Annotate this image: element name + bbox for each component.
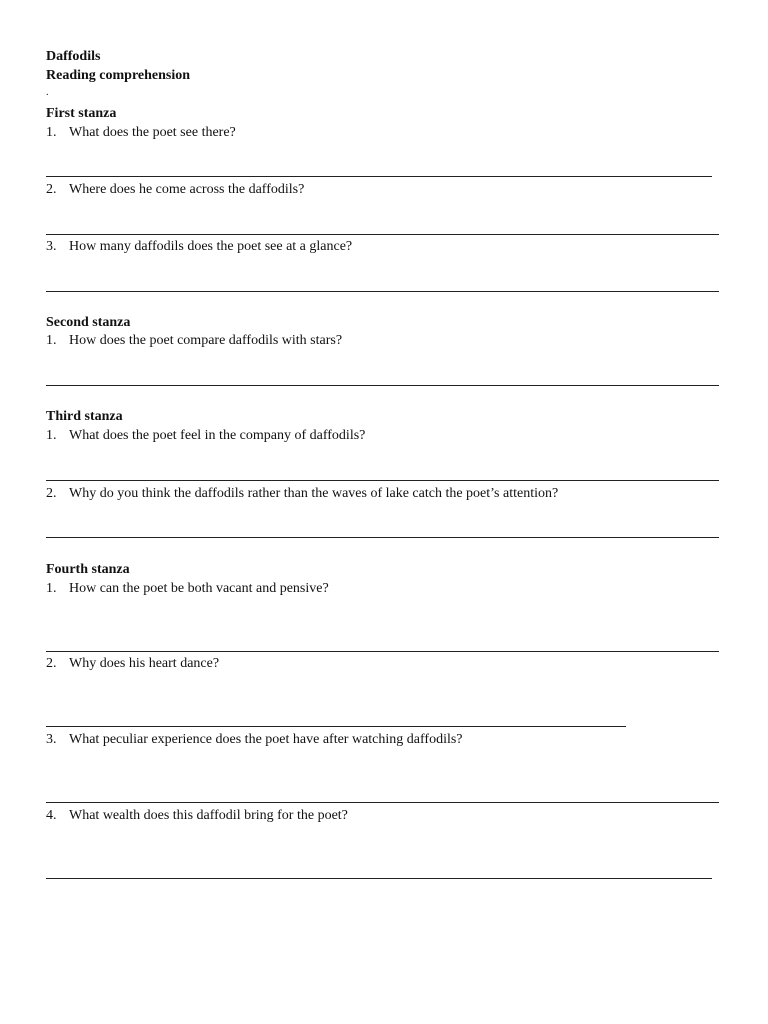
- answer-line[interactable]: [46, 176, 712, 177]
- question-fourth-stanza-4: [46, 807, 348, 825]
- answer-line[interactable]: [46, 878, 712, 879]
- section-heading-third-stanza: Third stanza: [46, 409, 123, 424]
- question-number: 3.: [46, 239, 57, 254]
- question-second-stanza-1: [46, 332, 342, 350]
- section-heading-first-stanza: First stanza: [46, 106, 117, 121]
- answer-line[interactable]: [46, 291, 719, 292]
- section-heading-second-stanza: Second stanza: [46, 315, 131, 330]
- answer-line[interactable]: [46, 802, 719, 803]
- question-first-stanza-2: [46, 181, 304, 199]
- question-text: What peculiar experience does the poet have after watching daffodils?: [69, 732, 463, 747]
- section-heading-fourth-stanza: Fourth stanza: [46, 562, 130, 577]
- question-number: 3.: [46, 732, 57, 747]
- answer-line[interactable]: [46, 726, 626, 727]
- question-number: 4.: [46, 808, 57, 823]
- question-text: What does the poet feel in the company of daffodils?: [69, 428, 366, 443]
- answer-line[interactable]: [46, 537, 719, 538]
- question-first-stanza-3: [46, 238, 352, 256]
- question-fourth-stanza-1: [46, 580, 329, 598]
- question-fourth-stanza-2: [46, 655, 219, 673]
- question-text: What wealth does this daffodil bring for the poet?: [69, 808, 348, 823]
- question-third-stanza-1: [46, 427, 365, 445]
- question-number: 1.: [46, 333, 57, 348]
- question-text: How does the poet compare daffodils with stars?: [69, 333, 343, 348]
- stray-dot: .: [46, 87, 49, 98]
- question-number: 2.: [46, 656, 57, 671]
- question-number: 1.: [46, 125, 57, 140]
- question-text: Why do you think the daffodils rather than the waves of lake catch the poet’s attention?: [69, 486, 559, 501]
- answer-line[interactable]: [46, 385, 719, 386]
- question-text: How many daffodils does the poet see at a glance?: [69, 239, 353, 254]
- answer-line[interactable]: [46, 651, 719, 652]
- question-text: What does the poet see there?: [69, 125, 236, 140]
- document-title: Daffodils: [46, 49, 101, 64]
- question-text: Why does his heart dance?: [69, 656, 220, 671]
- question-text: Where does he come across the daffodils?: [69, 182, 305, 197]
- answer-line[interactable]: [46, 480, 719, 481]
- question-third-stanza-2: [46, 485, 558, 503]
- question-number: 1.: [46, 581, 57, 596]
- question-number: 2.: [46, 182, 57, 197]
- question-text: How can the poet be both vacant and pensive?: [69, 581, 329, 596]
- question-fourth-stanza-3: [46, 731, 463, 749]
- question-number: 2.: [46, 486, 57, 501]
- document-subtitle: Reading comprehension: [46, 68, 191, 83]
- question-number: 1.: [46, 428, 57, 443]
- answer-line[interactable]: [46, 234, 719, 235]
- question-first-stanza-1: [46, 124, 236, 142]
